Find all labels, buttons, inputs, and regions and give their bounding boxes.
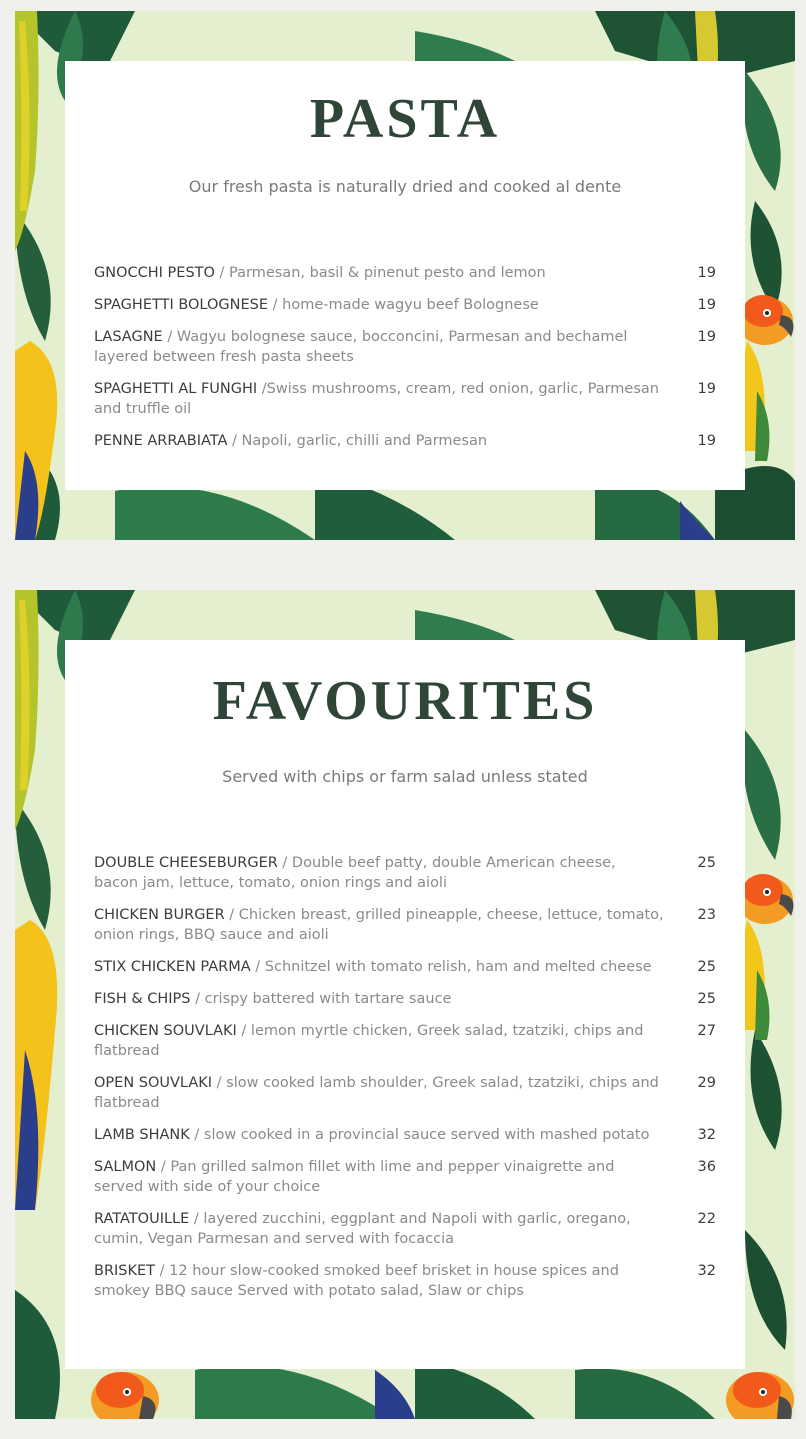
item-description: / Wagyu bolognese sauce, bocconcini, Parmesan and bechamel layered between fresh pasta sheets bbox=[94, 329, 628, 365]
pasta-menu-panel bbox=[15, 11, 795, 540]
item-price: 19 bbox=[697, 297, 716, 313]
item-price: 32 bbox=[697, 1263, 716, 1279]
item-name: GNOCCHI PESTO bbox=[94, 265, 215, 281]
section-title: PASTA bbox=[309, 88, 501, 150]
item-description: / 12 hour slow-cooked smoked beef brisket in house spices and smokey BBQ sauce Served with potato salad, Slaw or chips bbox=[94, 1263, 619, 1299]
menu-item bbox=[94, 379, 716, 419]
item-price: 25 bbox=[697, 855, 716, 871]
item-description: / Parmesan, basil & pinenut pesto and lemon bbox=[214, 265, 546, 281]
menu-item bbox=[94, 1157, 716, 1197]
item-price: 25 bbox=[697, 991, 716, 1007]
menu-item bbox=[94, 1073, 716, 1113]
item-name: LASAGNE bbox=[94, 329, 163, 345]
menu-item bbox=[94, 1125, 716, 1145]
item-name: OPEN SOUVLAKI bbox=[94, 1075, 213, 1091]
item-description: / Double beef patty, double American cheese, bacon jam, lettuce, tomato, onion rings and aioli bbox=[94, 855, 616, 891]
item-price: 19 bbox=[697, 433, 716, 449]
item-price: 23 bbox=[697, 907, 716, 923]
item-price: 19 bbox=[697, 329, 716, 345]
menu-item bbox=[94, 327, 716, 367]
item-text bbox=[94, 379, 664, 419]
item-name: FISH & CHIPS bbox=[94, 991, 191, 1007]
item-description: / crispy battered with tartare sauce bbox=[190, 991, 452, 1007]
item-description: / slow cooked in a provincial sauce served with mashed potato bbox=[189, 1127, 650, 1143]
menu-item bbox=[94, 905, 716, 945]
item-name: STIX CHICKEN PARMA bbox=[94, 959, 251, 975]
item-description: / home-made wagyu beef Bolognese bbox=[268, 297, 539, 313]
item-name: CHICKEN SOUVLAKI bbox=[94, 1023, 237, 1039]
section-title: FAVOURITES bbox=[212, 670, 598, 732]
menu-item bbox=[94, 853, 716, 893]
menu-item bbox=[94, 295, 716, 315]
item-name: SALMON bbox=[94, 1159, 157, 1175]
item-text bbox=[94, 1021, 664, 1061]
menu-item bbox=[94, 957, 716, 977]
item-description: / Schnitzel with tomato relish, ham and melted cheese bbox=[250, 959, 652, 975]
item-name: RATATOUILLE bbox=[94, 1211, 190, 1227]
menu-item bbox=[94, 989, 716, 1009]
item-name: PENNE ARRABIATA bbox=[94, 433, 228, 449]
section-subtitle: Served with chips or farm salad unless stated bbox=[222, 767, 588, 786]
item-price: 25 bbox=[697, 959, 716, 975]
item-description: / lemon myrtle chicken, Greek salad, tzatziki, chips and flatbread bbox=[94, 1023, 644, 1059]
favourites-menu-panel bbox=[15, 590, 795, 1419]
item-description: / Chicken breast, grilled pineapple, cheese, lettuce, tomato, onion rings, BBQ sauce and aioli bbox=[94, 907, 664, 943]
item-price: 19 bbox=[697, 381, 716, 397]
item-text bbox=[94, 1157, 664, 1197]
menu-item bbox=[94, 1021, 716, 1061]
item-description: /Swiss mushrooms, cream, red onion, garlic, Parmesan and truffle oil bbox=[94, 381, 659, 417]
item-text bbox=[94, 989, 664, 1009]
item-price: 29 bbox=[697, 1075, 716, 1091]
menu-list bbox=[65, 263, 745, 451]
item-text bbox=[94, 263, 664, 283]
item-description: / Pan grilled salmon fillet with lime and pepper vinaigrette and served with side of your choice bbox=[94, 1159, 615, 1195]
item-text bbox=[94, 1125, 664, 1145]
item-name: LAMB SHANK bbox=[94, 1127, 190, 1143]
item-name: CHICKEN BURGER bbox=[94, 907, 225, 923]
item-name: BRISKET bbox=[94, 1263, 156, 1279]
item-name: DOUBLE CHEESEBURGER bbox=[94, 855, 278, 871]
item-text bbox=[94, 957, 664, 977]
item-name: SPAGHETTI BOLOGNESE bbox=[94, 297, 269, 313]
item-price: 27 bbox=[697, 1023, 716, 1039]
item-description: / layered zucchini, eggplant and Napoli with garlic, oregano, cumin, Vegan Parmesan and served with focaccia bbox=[94, 1211, 631, 1247]
item-name: SPAGHETTI AL FUNGHI bbox=[94, 381, 258, 397]
menu-item bbox=[94, 1209, 716, 1249]
item-text bbox=[94, 1209, 664, 1249]
item-text bbox=[94, 905, 664, 945]
menu-item bbox=[94, 263, 716, 283]
section-subtitle: Our fresh pasta is naturally dried and cooked al dente bbox=[188, 177, 622, 196]
item-description: / Napoli, garlic, chilli and Parmesan bbox=[227, 433, 488, 449]
pasta-menu-card bbox=[65, 61, 745, 490]
menu-item bbox=[94, 1261, 716, 1301]
favourites-menu-card bbox=[65, 640, 745, 1369]
item-price: 32 bbox=[697, 1127, 716, 1143]
menu-list bbox=[65, 853, 745, 1301]
item-text bbox=[94, 1261, 664, 1301]
item-text bbox=[94, 431, 664, 451]
item-price: 22 bbox=[697, 1211, 716, 1227]
item-text bbox=[94, 1073, 664, 1113]
item-text bbox=[94, 295, 664, 315]
menu-item bbox=[94, 431, 716, 451]
item-price: 36 bbox=[697, 1159, 716, 1175]
item-price: 19 bbox=[697, 265, 716, 281]
item-description: / slow cooked lamb shoulder, Greek salad, tzatziki, chips and flatbread bbox=[94, 1075, 659, 1111]
item-text bbox=[94, 327, 664, 367]
item-text bbox=[94, 853, 664, 893]
